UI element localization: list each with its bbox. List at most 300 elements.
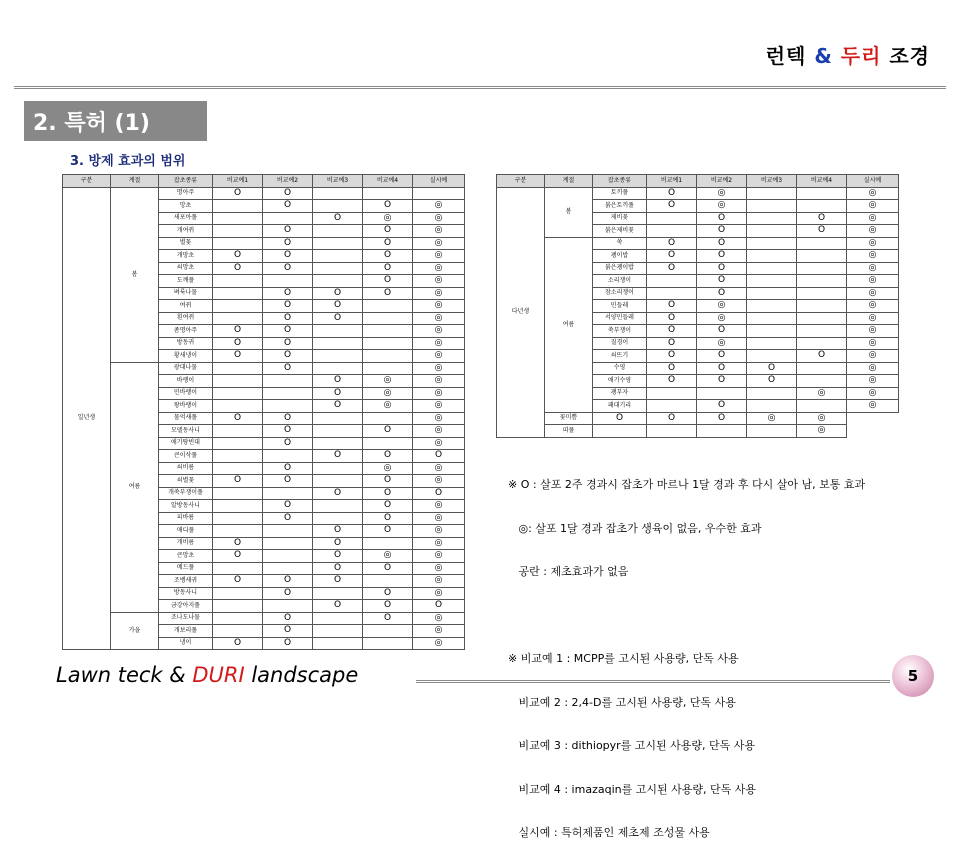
result-cell: O xyxy=(263,425,313,438)
result-cell xyxy=(747,312,797,325)
result-cell xyxy=(263,600,313,613)
column-header: 비교예2 xyxy=(263,175,313,188)
result-cell xyxy=(747,262,797,275)
result-cell: O xyxy=(263,325,313,338)
result-cell xyxy=(747,212,797,225)
result-cell: O xyxy=(213,412,263,425)
result-cell xyxy=(213,362,263,375)
result-cell: O xyxy=(747,375,797,388)
result-cell: O xyxy=(363,512,413,525)
result-cell: ◎ xyxy=(697,337,747,350)
weed-name-cell: 별꽃 xyxy=(159,237,213,250)
result-cell: O xyxy=(263,625,313,638)
result-cell xyxy=(647,287,697,300)
result-cell xyxy=(213,437,263,450)
result-cell: O xyxy=(647,375,697,388)
weed-name-cell: 바랭이 xyxy=(159,375,213,388)
weed-name-cell: 개보리풀 xyxy=(159,625,213,638)
result-cell: O xyxy=(263,475,313,488)
result-cell: ◎ xyxy=(413,500,465,513)
result-cell: ◎ xyxy=(697,187,747,200)
note-line: 공란 : 제초효과가 없음 xyxy=(508,565,629,578)
result-cell: O xyxy=(263,612,313,625)
result-cell: O xyxy=(697,275,747,288)
footer-brand xyxy=(56,663,358,687)
result-cell xyxy=(797,312,847,325)
result-cell xyxy=(213,587,263,600)
result-cell: ◎ xyxy=(413,625,465,638)
weed-name-cell: 조뱅새귀 xyxy=(159,575,213,588)
result-cell: O xyxy=(313,450,363,463)
result-cell: O xyxy=(313,300,363,313)
weed-name-cell: 개여뀌 xyxy=(159,225,213,238)
weed-name-cell: 애기땅빈대 xyxy=(159,437,213,450)
note-line: ※ O : 살포 2주 경과시 잡초가 마르나 1달 경과 후 다시 살아 남, 보통 효과 xyxy=(508,478,866,491)
result-cell xyxy=(747,325,797,338)
column-header: 실시예 xyxy=(847,175,899,188)
weed-name-cell: 개망초 xyxy=(159,250,213,263)
result-cell xyxy=(313,475,363,488)
result-cell: O xyxy=(313,375,363,388)
weed-name-cell: 질경이 xyxy=(593,337,647,350)
result-cell: O xyxy=(263,200,313,213)
result-cell: O xyxy=(363,475,413,488)
result-cell xyxy=(313,237,363,250)
weed-name-cell: 물억새풀 xyxy=(159,412,213,425)
result-cell xyxy=(747,400,797,413)
result-cell xyxy=(263,212,313,225)
result-cell: ◎ xyxy=(413,225,465,238)
column-header: 잡초종류 xyxy=(593,175,647,188)
result-cell: ◎ xyxy=(363,387,413,400)
season-cell: 봄 xyxy=(545,187,593,237)
result-cell: O xyxy=(313,537,363,550)
result-cell: O xyxy=(363,587,413,600)
result-cell: ◎ xyxy=(413,375,465,388)
result-cell xyxy=(313,637,363,650)
result-cell: O xyxy=(213,262,263,275)
result-cell xyxy=(747,225,797,238)
result-cell: O xyxy=(263,237,313,250)
legend-notes xyxy=(508,449,865,855)
result-cell: ◎ xyxy=(847,350,899,363)
result-cell: O xyxy=(313,487,363,500)
weed-name-cell: 쇠망초 xyxy=(159,262,213,275)
weed-name-cell: 냉이 xyxy=(159,637,213,650)
weed-name-cell: 띠풀 xyxy=(545,425,593,438)
result-cell xyxy=(313,187,363,200)
weed-name-cell: 쑥 xyxy=(593,237,647,250)
result-cell: ◎ xyxy=(413,512,465,525)
result-cell xyxy=(363,362,413,375)
column-header: 계절 xyxy=(545,175,593,188)
result-cell xyxy=(747,300,797,313)
result-cell xyxy=(797,187,847,200)
result-cell xyxy=(313,350,363,363)
note-line: 실시예 : 특허제품인 제초제 조성물 사용 xyxy=(508,826,710,839)
result-cell xyxy=(263,550,313,563)
result-cell: ◎ xyxy=(413,475,465,488)
result-cell: O xyxy=(313,575,363,588)
result-cell: O xyxy=(213,250,263,263)
result-cell: ◎ xyxy=(847,362,899,375)
result-cell xyxy=(647,275,697,288)
result-cell xyxy=(213,512,263,525)
result-cell xyxy=(797,262,847,275)
result-cell: ◎ xyxy=(797,425,847,438)
result-cell: O xyxy=(647,325,697,338)
weed-name-cell: 괭이밥 xyxy=(593,250,647,263)
weed-name-cell: 쑥부쟁이 xyxy=(593,325,647,338)
result-cell: ◎ xyxy=(797,412,847,425)
result-cell: ◎ xyxy=(413,612,465,625)
weed-name-cell: 명아주 xyxy=(159,187,213,200)
result-cell xyxy=(363,625,413,638)
result-cell: ◎ xyxy=(847,337,899,350)
result-cell: ◎ xyxy=(847,187,899,200)
result-cell xyxy=(747,275,797,288)
result-cell xyxy=(263,387,313,400)
result-cell: O xyxy=(263,250,313,263)
result-cell: ◎ xyxy=(413,200,465,213)
result-cell: O xyxy=(313,387,363,400)
result-cell: O xyxy=(363,262,413,275)
result-cell: O xyxy=(313,562,363,575)
weed-name-cell: 개비름 xyxy=(159,537,213,550)
weed-name-cell: 수영 xyxy=(593,362,647,375)
result-cell xyxy=(747,250,797,263)
result-cell: O xyxy=(213,350,263,363)
result-cell xyxy=(363,575,413,588)
result-cell: ◎ xyxy=(363,550,413,563)
result-cell: ◎ xyxy=(847,200,899,213)
result-cell: O xyxy=(213,575,263,588)
result-cell xyxy=(363,637,413,650)
result-cell: ◎ xyxy=(413,275,465,288)
result-cell: O xyxy=(647,362,697,375)
column-header: 구분 xyxy=(63,175,111,188)
brand-duri: 두리 xyxy=(840,44,882,68)
result-cell: ◎ xyxy=(413,587,465,600)
weed-name-cell: 매디풀 xyxy=(159,525,213,538)
result-cell xyxy=(313,337,363,350)
result-cell xyxy=(363,537,413,550)
weed-name-cell: 큰망초 xyxy=(159,550,213,563)
result-cell: O xyxy=(363,450,413,463)
result-cell: ◎ xyxy=(413,212,465,225)
result-cell xyxy=(797,250,847,263)
weed-name-cell: 붉은제비꽃 xyxy=(593,225,647,238)
result-cell xyxy=(747,200,797,213)
result-cell xyxy=(213,462,263,475)
result-cell xyxy=(747,425,797,438)
result-cell: O xyxy=(647,187,697,200)
result-cell xyxy=(213,500,263,513)
result-cell xyxy=(313,612,363,625)
table-row xyxy=(497,412,899,425)
result-cell xyxy=(313,225,363,238)
table-row xyxy=(497,187,899,200)
table-row xyxy=(63,362,465,375)
column-header: 구분 xyxy=(497,175,545,188)
result-cell: O xyxy=(263,437,313,450)
weed-name-cell: 메드풀 xyxy=(159,562,213,575)
result-cell: O xyxy=(263,500,313,513)
result-cell: O xyxy=(363,237,413,250)
weed-name-cell: 망초 xyxy=(159,200,213,213)
result-cell xyxy=(797,400,847,413)
result-cell: O xyxy=(697,225,747,238)
result-cell: O xyxy=(263,262,313,275)
result-cell: O xyxy=(313,400,363,413)
result-cell xyxy=(363,437,413,450)
result-cell xyxy=(213,275,263,288)
result-cell: ◎ xyxy=(413,412,465,425)
section-title: 2. 특허 (1) xyxy=(24,101,207,141)
result-cell: O xyxy=(263,300,313,313)
result-cell: O xyxy=(363,612,413,625)
weed-name-cell: 큰이삭풀 xyxy=(159,450,213,463)
weed-name-cell: 민들레 xyxy=(593,300,647,313)
weed-name-cell: 토끼풀 xyxy=(593,187,647,200)
result-cell xyxy=(797,287,847,300)
result-cell xyxy=(263,450,313,463)
result-cell xyxy=(263,537,313,550)
result-cell xyxy=(797,337,847,350)
result-cell xyxy=(747,350,797,363)
season-cell: 가을 xyxy=(111,612,159,650)
result-cell: ◎ xyxy=(413,337,465,350)
result-cell: O xyxy=(263,462,313,475)
result-cell xyxy=(313,262,363,275)
weed-name-cell: 패대기리 xyxy=(593,400,647,413)
result-cell: ◎ xyxy=(847,275,899,288)
column-header: 잡초종류 xyxy=(159,175,213,188)
note-line xyxy=(508,609,865,624)
result-cell: O xyxy=(263,337,313,350)
result-cell: ◎ xyxy=(847,237,899,250)
weed-name-cell: 여뀌 xyxy=(159,300,213,313)
subtitle: 3. 방제 효과의 범위 xyxy=(70,154,186,169)
result-cell xyxy=(747,387,797,400)
column-header: 비교예4 xyxy=(363,175,413,188)
result-cell xyxy=(213,387,263,400)
result-cell xyxy=(263,400,313,413)
weed-name-cell: 왕바랭이 xyxy=(159,400,213,413)
result-cell: ◎ xyxy=(697,312,747,325)
result-cell: O xyxy=(647,412,697,425)
result-cell xyxy=(313,587,363,600)
season-cell: 여름 xyxy=(111,362,159,612)
result-cell: ◎ xyxy=(413,562,465,575)
result-cell: O xyxy=(413,450,465,463)
weed-name-cell: 민바랭이 xyxy=(159,387,213,400)
result-cell xyxy=(313,425,363,438)
result-cell: O xyxy=(263,287,313,300)
weed-name-cell: 조나도나물 xyxy=(159,612,213,625)
weed-name-cell: 새포아풀 xyxy=(159,212,213,225)
result-cell xyxy=(313,462,363,475)
result-cell: O xyxy=(697,412,747,425)
footer-text-duri: DURI xyxy=(192,663,245,687)
result-cell: O xyxy=(213,325,263,338)
result-cell: O xyxy=(697,250,747,263)
column-header: 계절 xyxy=(111,175,159,188)
result-cell: O xyxy=(363,487,413,500)
result-cell: O xyxy=(263,587,313,600)
result-cell xyxy=(747,337,797,350)
result-cell: ◎ xyxy=(797,387,847,400)
result-cell xyxy=(313,412,363,425)
result-cell xyxy=(213,600,263,613)
result-cell xyxy=(797,325,847,338)
result-cell: O xyxy=(647,350,697,363)
result-cell xyxy=(213,375,263,388)
column-header: 비교예1 xyxy=(647,175,697,188)
result-cell: ◎ xyxy=(847,250,899,263)
result-cell: O xyxy=(363,500,413,513)
weed-name-cell: 쇠뜨기 xyxy=(593,350,647,363)
result-cell xyxy=(213,525,263,538)
note-line: ◎: 살포 1달 경과 잡초가 생육이 없음, 우수한 효과 xyxy=(508,521,762,535)
weed-name-cell: 꽃미쁨 xyxy=(545,412,593,425)
result-cell xyxy=(413,187,465,200)
result-cell: ◎ xyxy=(363,400,413,413)
weed-name-cell: 모델동사니 xyxy=(159,425,213,438)
table-header-row xyxy=(497,175,899,188)
result-cell: ◎ xyxy=(413,537,465,550)
result-cell xyxy=(213,562,263,575)
result-cell: O xyxy=(647,312,697,325)
group-label-cell: 다년생 xyxy=(497,187,545,437)
result-cell: O xyxy=(263,362,313,375)
result-cell: O xyxy=(313,212,363,225)
result-cell: O xyxy=(363,225,413,238)
result-cell: O xyxy=(697,262,747,275)
weed-name-cell: 좀명아주 xyxy=(159,325,213,338)
page-number: 5 xyxy=(892,655,934,697)
footer-divider xyxy=(416,680,890,683)
weed-name-cell: 제비꽃 xyxy=(593,212,647,225)
result-cell: ◎ xyxy=(413,462,465,475)
result-cell xyxy=(213,487,263,500)
weed-name-cell: 쇠별꽃 xyxy=(159,475,213,488)
result-cell: ◎ xyxy=(847,287,899,300)
result-cell xyxy=(363,350,413,363)
result-cell: O xyxy=(413,487,465,500)
result-cell: O xyxy=(313,600,363,613)
result-cell xyxy=(747,187,797,200)
result-cell xyxy=(313,200,363,213)
result-cell: O xyxy=(363,600,413,613)
result-cell: O xyxy=(263,187,313,200)
result-cell xyxy=(363,337,413,350)
result-cell: O xyxy=(213,337,263,350)
result-cell xyxy=(263,375,313,388)
result-cell xyxy=(263,275,313,288)
result-cell: O xyxy=(263,225,313,238)
result-cell: O xyxy=(697,212,747,225)
season-cell: 여름 xyxy=(545,237,593,412)
result-cell: O xyxy=(213,637,263,650)
result-cell xyxy=(797,375,847,388)
result-cell xyxy=(313,250,363,263)
result-cell: ◎ xyxy=(697,300,747,313)
weed-name-cell: 벼룩나물 xyxy=(159,287,213,300)
brand-landscape: 조경 xyxy=(889,44,930,68)
result-cell xyxy=(647,425,697,438)
result-cell xyxy=(697,387,747,400)
table-row xyxy=(497,237,899,250)
weed-name-cell: 애기수영 xyxy=(593,375,647,388)
note-line: 비교예 3 : dithiopyr를 고시된 사용량, 단독 사용 xyxy=(508,739,756,752)
result-cell: O xyxy=(697,400,747,413)
result-cell: ◎ xyxy=(363,462,413,475)
result-cell xyxy=(213,400,263,413)
result-cell xyxy=(647,212,697,225)
result-cell xyxy=(213,625,263,638)
result-cell: O xyxy=(697,350,747,363)
result-cell: O xyxy=(363,200,413,213)
brand-lawntek: 런텍 xyxy=(765,44,807,68)
footer-text-part3: landscape xyxy=(244,663,359,687)
result-cell xyxy=(213,200,263,213)
result-cell: O xyxy=(647,300,697,313)
result-cell: O xyxy=(213,187,263,200)
result-cell: O xyxy=(363,425,413,438)
result-cell: ◎ xyxy=(847,387,899,400)
result-cell: ◎ xyxy=(413,362,465,375)
result-cell: O xyxy=(797,225,847,238)
table-row xyxy=(497,425,899,438)
column-header: 비교예3 xyxy=(313,175,363,188)
result-cell: ◎ xyxy=(413,400,465,413)
result-cell: O xyxy=(313,550,363,563)
result-cell: O xyxy=(697,362,747,375)
result-cell: ◎ xyxy=(363,212,413,225)
note-line: ※ 비교예 1 : MCPP를 고시된 사용량, 단독 사용 xyxy=(508,652,739,665)
result-cell: ◎ xyxy=(847,212,899,225)
result-cell: ◎ xyxy=(413,350,465,363)
result-cell xyxy=(313,325,363,338)
result-cell: ◎ xyxy=(413,575,465,588)
weed-name-cell: 참소리쟁이 xyxy=(593,287,647,300)
header-divider xyxy=(14,86,946,89)
result-cell: O xyxy=(313,287,363,300)
result-cell: O xyxy=(363,275,413,288)
result-cell: O xyxy=(263,350,313,363)
result-cell: O xyxy=(313,525,363,538)
result-cell xyxy=(263,525,313,538)
result-cell xyxy=(263,562,313,575)
result-cell: O xyxy=(213,475,263,488)
result-cell: O xyxy=(747,362,797,375)
result-cell xyxy=(593,425,647,438)
result-cell xyxy=(213,450,263,463)
result-cell xyxy=(697,425,747,438)
result-cell xyxy=(747,287,797,300)
result-cell: O xyxy=(213,537,263,550)
result-cell xyxy=(213,237,263,250)
result-cell: ◎ xyxy=(847,400,899,413)
result-cell: ◎ xyxy=(747,412,797,425)
result-cell: ◎ xyxy=(847,262,899,275)
result-cell: ◎ xyxy=(413,387,465,400)
result-cell: ◎ xyxy=(413,437,465,450)
result-cell xyxy=(313,625,363,638)
result-cell xyxy=(363,325,413,338)
column-header: 비교예1 xyxy=(213,175,263,188)
